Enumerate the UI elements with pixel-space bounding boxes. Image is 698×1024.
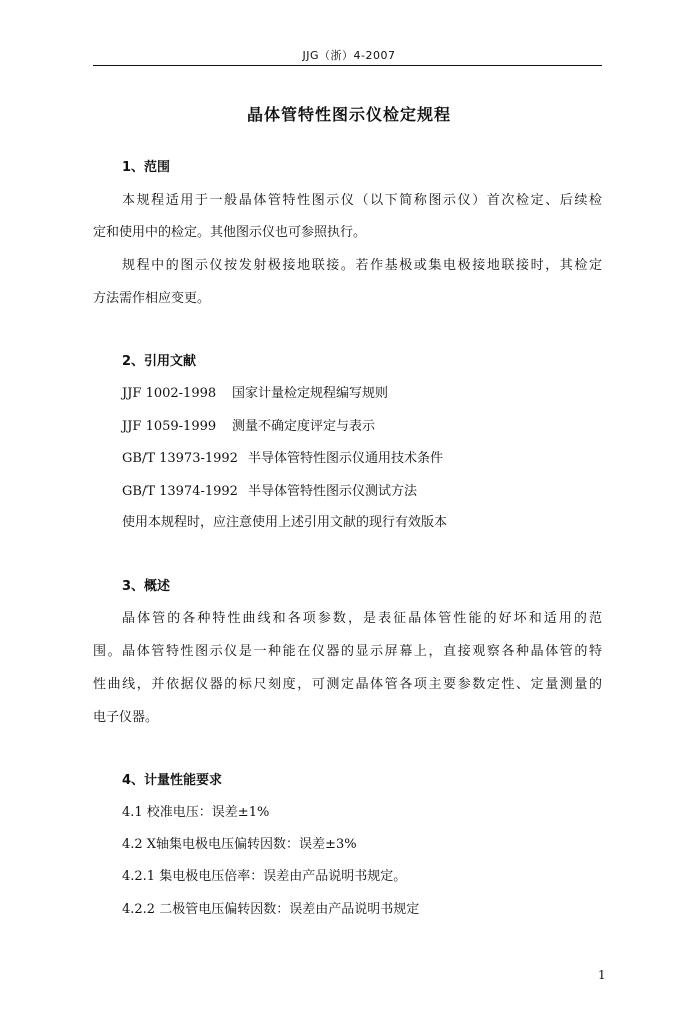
header-document-code: JJG（浙）4-2007 — [302, 49, 396, 62]
scope-paragraph-2-line-1: 规程中的图示仪按发射极接地联接。若作基极或集电极接地联接时，其检定 — [122, 258, 602, 273]
metrology-item: 4.1 校准电压：误差±1% — [122, 805, 270, 820]
metrology-item: 4.2 X轴集电极电压偏转因数：误差±3% — [122, 837, 357, 852]
overview-line-4: 电子仪器。 — [93, 710, 159, 725]
reference-code: JJF 1002-1998 — [122, 386, 217, 401]
section-heading-overview: 3、概述 — [122, 579, 171, 594]
metrology-item: 4.2.2 二极管电压偏转因数：误差由产品说明书规定 — [122, 902, 420, 917]
overview-line-2: 围。晶体管特性图示仪是一种能在仪器的显示屏幕上，直接观察各种晶体管的特 — [93, 644, 602, 659]
metrology-item: 4.2.1 集电极电压倍率：误差由产品说明书规定。 — [122, 869, 407, 884]
reference-item — [122, 480, 417, 499]
header-divider — [93, 65, 602, 66]
section-heading-scope: 1、范围 — [122, 160, 171, 175]
reference-item — [122, 382, 388, 401]
reference-item — [122, 447, 443, 466]
reference-code: GB/T 13974-1992 — [122, 484, 238, 499]
reference-item — [122, 415, 375, 434]
reference-title: 测量不确定度评定与表示 — [232, 419, 376, 434]
reference-title: 半导体管特性图示仪测试方法 — [248, 484, 418, 499]
page-number: 1 — [598, 968, 606, 982]
document-title: 晶体管特性图示仪检定规程 — [246, 105, 451, 124]
section-heading-metrology: 4、计量性能要求 — [122, 773, 223, 788]
overview-line-3: 性曲线，并依据仪器的标尺刻度，可测定晶体管各项主要参数定性、定量测量的 — [93, 677, 602, 692]
references-note: 使用本规程时，应注意使用上述引用文献的现行有效版本 — [122, 515, 448, 530]
overview-line-1: 晶体管的各种特性曲线和各项参数，是表征晶体管性能的好坏和适用的范 — [122, 611, 602, 626]
scope-paragraph-1-line-1: 本规程适用于一般晶体管特性图示仪（以下简称图示仪）首次检定、后续检 — [122, 193, 602, 208]
scope-paragraph-2-line-2: 方法需作相应变更。 — [93, 291, 211, 306]
scope-paragraph-1-line-2: 定和使用中的检定。其他图示仪也可参照执行。 — [93, 225, 367, 240]
reference-code: GB/T 13973-1992 — [122, 451, 238, 466]
reference-code: JJF 1059-1999 — [122, 419, 217, 434]
reference-title: 半导体管特性图示仪通用技术条件 — [248, 451, 444, 466]
reference-title: 国家计量检定规程编写规则 — [232, 386, 389, 401]
section-heading-references: 2、引用文献 — [122, 354, 197, 369]
